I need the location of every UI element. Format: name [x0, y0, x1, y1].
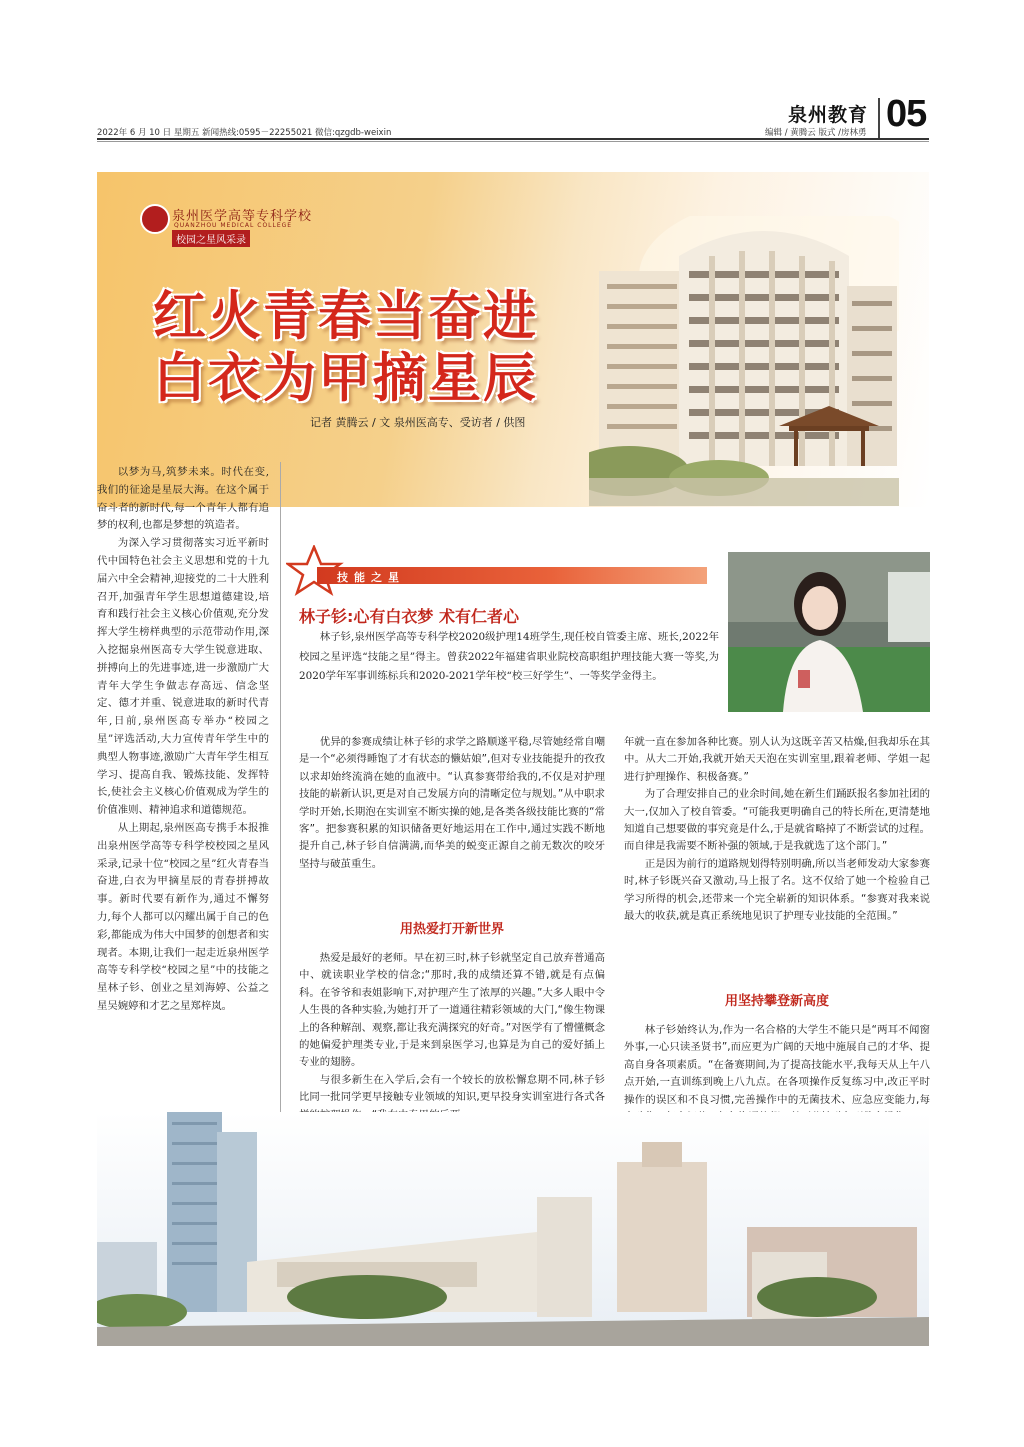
intro-paragraph: 以梦为马,筑梦未来。时代在变,我们的征途是星辰大海。在这个属于奋斗者的新时代,每一个青年人都有追梦的权利,也都是梦想的筑造者。: [97, 466, 269, 532]
feature-title: 林子钐:心有白衣梦 术有仁者心: [299, 607, 519, 626]
subheading-1: 用热爱打开新世界: [399, 922, 504, 937]
feature-intro-text: 林子钐,泉州医学高等专科学校2020级护理14班学生,现任校自管委主席、班长,2022年校园之星评选“技能之星”得主。曾获2022年福建省职业院校高职组护理技能大赛一等奖,为2020学年军事训练标兵和2020-2021学年校“校三好学生”、一等奖学金得主。: [299, 631, 719, 682]
campus-gate-photo: [97, 1112, 929, 1346]
series-tag: 校园之星风采录: [172, 230, 250, 247]
header-rule: [97, 138, 929, 140]
article-column-a-lower: [299, 950, 605, 1124]
college-seal-icon: [140, 204, 170, 234]
article-paragraph: 正是因为前行的道路规划得特别明确,所以当老师发动大家参赛时,林子钐既兴奋又激动,马上报了名。这不仅给了她一个检验自己学习所得的机会,还带来一个完全崭新的知识体系。“参赛对我来说最大的收获,就是真正系统地见识了护理专业技能的全范围。”: [624, 857, 930, 923]
college-name-en: QUANZHOU MEDICAL COLLEGE: [174, 222, 293, 229]
column-divider: [280, 462, 281, 1122]
header-divider: [878, 98, 880, 138]
article-paragraph: 优异的参赛成绩让林子钐的求学之路顺遂平稳,尽管她经常自嘲是一个“必须得睡饱了才有状态的懒姑娘”,但对专业技能提升的孜孜以求却始终流淌在她的血液中。“认真参赛带给我的,不仅是对护理技能的崭新认识,更是对自己发展方向的清晰定位与规划。”从中职求学时开始,长期泡在实训室不断实操的她,是各类各级技能比赛的“常客”。把参赛积累的知识储备更好地运用在工作中,通过实践不断地提升自己,林子钐自信满满,而华美的蜕变正源自之前无数次的咬牙坚持与破茧重生。: [299, 736, 605, 870]
campus-building-illustration: [589, 216, 899, 506]
article-column-b: [624, 734, 930, 925]
section-title: 泉州教育: [788, 104, 869, 126]
article-paragraph: 热爱是最好的老师。早在初三时,林子钐就坚定自己放弃普通高中、就读职业学校的信念;“那时,我的成绩还算不错,就是有点偏科。在爷爷和表姐影响下,对护理产生了浓厚的兴趣。”大多人眼中令人生畏的各种实验,为她打开了一道通往精彩领域的大门,“像生物课上的各种解剖、观察,都让我充满探究的好奇。”对医学有了懵懂概念的她偏爱护理类专业,于是来到泉医学习,也算是为自己的爱好插上专业的翅膀。: [299, 952, 605, 1069]
college-logo: [140, 200, 320, 246]
category-label: 技能之星: [337, 571, 405, 584]
article-column-b-lower: [624, 1022, 930, 1126]
feature-intro: [299, 628, 719, 687]
page-number: 05: [886, 93, 927, 135]
editor-credit: 编辑 / 黄腾云 版式 /房林勇: [765, 128, 867, 138]
article-paragraph: 为了合理安排自己的业余时间,她在新生们踊跃报名参加社团的大一,仅加入了校自管委。“可能我更明确自己的特长所在,更清楚地知道自己想要做的事究竟是什么,于是就省略掉了不断尝试的过程。而自律是我需要不断补强的领域,于是我就选了这个部门。”: [624, 788, 930, 853]
intro-paragraph: 为深入学习贯彻落实习近平新时代中国特色社会主义思想和党的十九届六中全会精神,迎接党的二十大胜利召开,加强青年学生思想道德建设,培育和践行社会主义核心价值观,充分发挥大学生榜样典型的示范带动作用,深入挖掘泉州医高专大学生锐意进取、拼搏向上的先进事迹,进一步激励广大青年大学生争做志存高远、信念坚定、德才并重、锐意进取的新时代青年,日前,泉州医高专举办“校园之星”评选活动,大力宣传青年学生中的典型人物事迹,激励广大青年学生相互学习、提高自我、锻炼技能、发挥特长,使社会主义核心价值观成为学生的价值准则、精神追求和道德规范。: [97, 537, 269, 817]
headline-line-2: 白衣为甲摘星辰: [153, 348, 538, 409]
byline: 记者 黄腾云 / 文 泉州医高专、受访者 / 供图: [310, 416, 526, 429]
article-paragraph: 林子钐始终认为,作为一名合格的大学生不能只是“两耳不闻窗外事,一心只读圣贤书”,而应更为广阔的天地中施展自己的才华、提高自身各项素质。“在备赛期间,为了提高技能水平,我每天从上午八点开始,一直训练到晚上八九点。在各项操作反复练习中,改正平时操作的误区和不良习惯,完善操作中的无菌技术、应急应变能力,每: [624, 1024, 930, 1106]
headline-banner: [97, 172, 929, 507]
headline-line-1: 红火青春当奋进: [153, 286, 538, 347]
article-paragraph: 年就一直在参加各种比赛。别人认为这既辛苦又枯燥,但我却乐在其中。从大二开始,我就开始天天泡在实训室里,跟着老师、学姐一起进行护理操作、积极备赛。”: [624, 736, 930, 783]
header-rule-thin: [97, 141, 929, 142]
header-date-hotline: 2022年 6 月 10 日 星期五 新闻热线:0595－22255021 微信:qzgdb-weixin: [97, 128, 392, 138]
article-paragraph: 与很多新生在入学后,会有一个较长的放松懈怠期不同,林子钐比同一批同学更早接触专业领域的知识,更早投身实训室进行各式各: [299, 1073, 605, 1104]
college-name: 泉州医学高等专科学校: [172, 209, 313, 224]
student-portrait-photo: [728, 552, 930, 712]
subheading-2: 用坚持攀登新高度: [724, 994, 829, 1009]
intro-column: [97, 464, 269, 1016]
article-column-a: [299, 734, 605, 873]
intro-paragraph: 从上期起,泉州医高专携手本报推出泉州医学高等专科学校校园之星风采录,记录十位“校园之星”红火青春当奋进,白衣为甲摘星辰的青春拼搏故事。新时代要有新作为,通过不懈努力,每个人都可以闪耀出属于自己的色彩,都能成为伟大中国梦的创想者和实现者。本期,让我们一起走近泉州医学高等专科学校“校园之星”中的技能之星林子钐、创业之星刘海婷、公益之星吴婉婷和才艺之星郑梓岚。: [97, 821, 269, 1012]
